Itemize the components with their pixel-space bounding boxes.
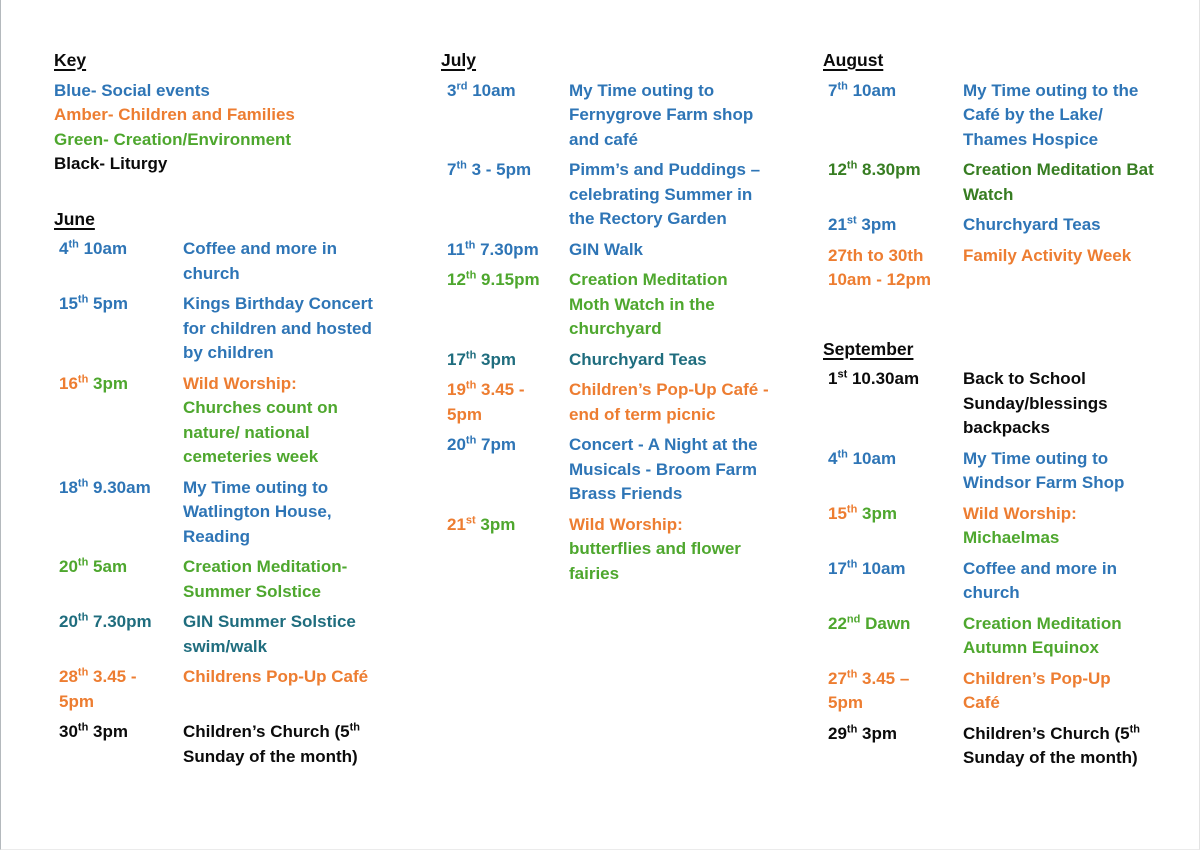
text-run: Michaelmas bbox=[963, 528, 1060, 547]
event-description bbox=[569, 79, 771, 153]
text-run: Children’s Pop-Up bbox=[963, 668, 1111, 688]
event-date bbox=[441, 268, 569, 342]
key-entry: Blue- Social events bbox=[54, 80, 210, 100]
event-date bbox=[823, 722, 963, 771]
event-row bbox=[54, 610, 390, 659]
text-run: 3pm bbox=[475, 514, 516, 534]
text-run: 28 bbox=[59, 667, 78, 686]
event-date bbox=[823, 447, 963, 496]
event-date bbox=[54, 372, 183, 470]
right-column bbox=[823, 48, 1173, 777]
july-events bbox=[441, 79, 777, 587]
event-date bbox=[823, 667, 963, 716]
text-run: 18 bbox=[59, 477, 78, 497]
text-run: 10am bbox=[847, 80, 897, 100]
event-description bbox=[569, 433, 771, 507]
event-description bbox=[963, 367, 1160, 441]
event-description bbox=[963, 244, 1160, 293]
ordinal-suffix: th bbox=[837, 447, 848, 460]
month-section-june bbox=[54, 207, 390, 770]
event-row bbox=[823, 447, 1173, 496]
event-row bbox=[441, 238, 777, 263]
ordinal-suffix: th bbox=[464, 238, 476, 251]
event-date bbox=[441, 79, 569, 153]
text-run: 3pm bbox=[88, 722, 128, 741]
event-date bbox=[823, 213, 963, 238]
event-row bbox=[54, 665, 390, 714]
key-entry: Amber- Children and Families bbox=[54, 105, 295, 124]
text-run: Back to School Sunday/blessings backpacks bbox=[963, 369, 1108, 437]
event-row bbox=[823, 79, 1173, 153]
text-run: 20 bbox=[447, 435, 466, 454]
text-run: 17 bbox=[447, 349, 466, 369]
event-date bbox=[441, 433, 569, 507]
text-run: 20 bbox=[59, 612, 78, 631]
ordinal-suffix: th bbox=[77, 293, 89, 306]
event-date bbox=[823, 367, 963, 441]
middle-column bbox=[441, 48, 777, 592]
text-run: 29 bbox=[828, 723, 847, 743]
ordinal-suffix: th bbox=[77, 721, 89, 734]
ordinal-suffix: th bbox=[77, 372, 89, 385]
august-events bbox=[823, 79, 1173, 293]
event-date bbox=[441, 238, 569, 263]
ordinal-suffix: st bbox=[837, 368, 848, 381]
text-run: Sunday of the month) bbox=[963, 748, 1138, 767]
text-run: Wild Worship: bbox=[963, 503, 1077, 523]
event-row bbox=[441, 158, 777, 232]
ordinal-suffix: th bbox=[465, 348, 477, 361]
event-description bbox=[569, 378, 771, 427]
event-description bbox=[963, 502, 1160, 551]
event-description bbox=[183, 665, 384, 714]
text-run: 3.45 - bbox=[476, 380, 525, 399]
text-run: Creation Meditation Autumn Equinox bbox=[963, 613, 1122, 657]
event-description bbox=[569, 238, 771, 263]
text-run: Wild Worship: bbox=[183, 373, 297, 393]
ordinal-suffix: st bbox=[846, 214, 857, 227]
ordinal-suffix: th bbox=[68, 238, 79, 251]
event-date bbox=[441, 513, 569, 587]
text-run: Churchyard Teas bbox=[569, 349, 707, 369]
event-description bbox=[569, 348, 771, 373]
text-run: 4 bbox=[828, 448, 838, 468]
text-run: 5am bbox=[88, 557, 128, 576]
event-date bbox=[823, 158, 963, 207]
event-row bbox=[823, 213, 1173, 238]
text-run: Churches count on nature/ national cemeteries week bbox=[183, 398, 338, 466]
event-date bbox=[823, 612, 963, 661]
text-run: butterflies and flower fairies bbox=[569, 539, 741, 583]
ordinal-suffix: th bbox=[846, 722, 858, 735]
text-run: 3pm bbox=[857, 723, 897, 743]
text-run: 3.45 – bbox=[857, 668, 910, 688]
text-run: 21 bbox=[828, 215, 847, 234]
text-run: 9.30am bbox=[88, 477, 151, 497]
event-date bbox=[441, 348, 569, 373]
ordinal-suffix: th bbox=[465, 379, 477, 392]
key-entry: Green- Creation/Environment bbox=[54, 129, 292, 149]
ordinal-suffix: th bbox=[77, 666, 89, 679]
text-run: 5pm bbox=[828, 693, 863, 712]
text-run: 4 bbox=[59, 239, 69, 258]
event-row bbox=[54, 237, 390, 286]
text-run: Children’s Pop-Up Café - end of term picnic bbox=[569, 380, 769, 424]
event-date bbox=[54, 237, 183, 286]
text-run: 21 bbox=[447, 514, 466, 534]
key-entries bbox=[54, 79, 390, 177]
event-row bbox=[54, 292, 390, 366]
text-run: 15 bbox=[828, 503, 847, 523]
event-row bbox=[823, 502, 1173, 551]
text-run: My Time outing to Windsor Farm Shop bbox=[963, 448, 1125, 492]
ordinal-suffix: th bbox=[846, 159, 858, 172]
text-run: 3pm bbox=[856, 215, 897, 234]
text-run: 1 bbox=[828, 369, 838, 388]
event-description bbox=[569, 513, 771, 587]
ordinal-suffix: th bbox=[349, 721, 360, 734]
month-section-august bbox=[823, 48, 1173, 293]
event-date bbox=[823, 557, 963, 606]
august-heading: August bbox=[823, 50, 884, 70]
event-row bbox=[823, 367, 1173, 441]
event-description bbox=[183, 476, 384, 550]
event-date bbox=[441, 158, 569, 232]
text-run: 16 bbox=[59, 373, 78, 393]
text-run: 15 bbox=[59, 294, 78, 313]
event-date bbox=[823, 79, 963, 153]
text-run: 12 bbox=[447, 270, 466, 289]
ordinal-suffix: th bbox=[77, 476, 89, 489]
text-run: 7 bbox=[828, 80, 838, 100]
ordinal-suffix: th bbox=[1129, 722, 1140, 735]
event-description bbox=[183, 610, 384, 659]
event-description bbox=[183, 555, 384, 604]
event-description bbox=[569, 268, 771, 342]
ordinal-suffix: th bbox=[465, 269, 477, 282]
text-run: 3 - 5pm bbox=[466, 160, 532, 179]
event-row bbox=[823, 557, 1173, 606]
text-run: 3pm bbox=[88, 373, 128, 393]
text-run: Churchyard Teas bbox=[963, 215, 1101, 234]
text-run: 12 bbox=[828, 160, 847, 179]
event-description bbox=[963, 447, 1160, 496]
event-row bbox=[823, 244, 1173, 293]
ordinal-suffix: st bbox=[465, 513, 476, 526]
text-run: Children’s Church (5 bbox=[183, 722, 350, 741]
september-events bbox=[823, 367, 1173, 771]
ordinal-suffix: th bbox=[456, 159, 467, 172]
event-description bbox=[569, 158, 771, 232]
month-section-september bbox=[823, 337, 1173, 771]
event-date bbox=[823, 502, 963, 551]
key-heading: Key bbox=[54, 50, 87, 70]
event-description bbox=[963, 722, 1160, 771]
event-description bbox=[963, 158, 1160, 207]
text-run: 10am bbox=[467, 80, 516, 100]
event-row bbox=[823, 158, 1173, 207]
event-description bbox=[963, 79, 1160, 153]
text-run: 19 bbox=[447, 380, 466, 399]
event-description bbox=[183, 720, 384, 769]
event-row bbox=[441, 79, 777, 153]
september-heading: September bbox=[823, 338, 914, 359]
text-run: 7.30pm bbox=[475, 239, 539, 259]
event-date bbox=[54, 610, 183, 659]
key-section bbox=[54, 48, 390, 177]
text-run: 3pm bbox=[476, 349, 516, 369]
july-heading: July bbox=[441, 50, 477, 70]
event-row bbox=[823, 612, 1173, 661]
text-run: 22 bbox=[828, 613, 847, 633]
text-run: Concert - A Night at the Musicals - Broom Farm Brass Friends bbox=[569, 435, 758, 503]
text-run: GIN Summer Solstice swim/walk bbox=[183, 612, 356, 656]
event-row bbox=[823, 667, 1173, 716]
text-run: Wild Worship: bbox=[569, 514, 683, 534]
month-section-july bbox=[441, 48, 777, 586]
event-row bbox=[54, 720, 390, 769]
text-run: Dawn bbox=[860, 613, 911, 633]
event-description bbox=[183, 372, 384, 470]
text-run: Creation Meditation Moth Watch in the churchyard bbox=[569, 270, 728, 338]
event-date bbox=[441, 378, 569, 427]
text-run: 20 bbox=[59, 557, 78, 576]
text-run: Creation Meditation- Summer Solstice bbox=[183, 557, 348, 601]
text-run: Creation Meditation Bat Watch bbox=[963, 160, 1154, 204]
text-run: 5pm bbox=[447, 404, 482, 424]
event-row bbox=[54, 372, 390, 470]
event-description bbox=[963, 557, 1160, 606]
text-run: 5pm bbox=[88, 294, 128, 313]
event-row bbox=[823, 722, 1173, 771]
june-events bbox=[54, 237, 390, 769]
ordinal-suffix: th bbox=[846, 502, 858, 515]
text-run: 9.15pm bbox=[476, 270, 540, 289]
text-run: 8.30pm bbox=[857, 160, 921, 179]
event-row bbox=[441, 513, 777, 587]
text-run: My Time outing to the Café by the Lake/ Thames Hospice bbox=[963, 80, 1139, 149]
ordinal-suffix: th bbox=[846, 557, 858, 570]
text-run: 10am bbox=[857, 558, 906, 578]
event-description bbox=[963, 213, 1160, 238]
text-run: Children’s Church (5 bbox=[963, 723, 1130, 743]
text-run: 3.45 - bbox=[88, 667, 137, 686]
event-date bbox=[54, 292, 183, 366]
text-run: 7.30pm bbox=[88, 612, 152, 631]
text-run: My Time outing to Watlington House, Reading bbox=[183, 477, 332, 546]
text-run: 30 bbox=[59, 722, 78, 741]
event-description bbox=[183, 237, 384, 286]
event-date bbox=[54, 555, 183, 604]
june-heading: June bbox=[54, 208, 95, 229]
text-run: 27th to 30th bbox=[828, 245, 924, 265]
event-date bbox=[54, 665, 183, 714]
text-run: 17 bbox=[828, 558, 847, 578]
text-run: 10am bbox=[78, 239, 128, 258]
left-column bbox=[54, 48, 390, 775]
event-row bbox=[441, 433, 777, 507]
text-run: My Time outing to Fernygrove Farm shop and café bbox=[569, 80, 754, 149]
event-description bbox=[963, 612, 1160, 661]
text-run: 27 bbox=[828, 668, 847, 688]
event-date bbox=[54, 720, 183, 769]
text-run: Coffee and more in church bbox=[183, 239, 337, 283]
text-run: Kings Birthday Concert for children and hosted by children bbox=[183, 294, 373, 362]
event-description bbox=[183, 292, 384, 366]
key-entry: Black- Liturgy bbox=[54, 154, 168, 173]
event-row bbox=[441, 378, 777, 427]
text-run: 7pm bbox=[476, 435, 516, 454]
ordinal-suffix: nd bbox=[846, 612, 861, 625]
text-run: Family Activity Week bbox=[963, 245, 1132, 265]
text-run: Childrens Pop-Up Café bbox=[183, 667, 369, 686]
text-run: Pimm’s and Puddings – celebrating Summer in the Rectory Garden bbox=[569, 160, 761, 228]
event-description bbox=[963, 667, 1160, 716]
ordinal-suffix: rd bbox=[456, 79, 468, 92]
text-run: Coffee and more in church bbox=[963, 558, 1117, 602]
text-run: 5pm bbox=[59, 691, 94, 711]
text-run: 10am bbox=[847, 448, 897, 468]
ordinal-suffix: th bbox=[77, 556, 89, 569]
ordinal-suffix: th bbox=[77, 611, 89, 624]
text-run: Café bbox=[963, 693, 1000, 712]
ordinal-suffix: th bbox=[465, 434, 477, 447]
text-run: 3pm bbox=[857, 503, 897, 523]
ordinal-suffix: th bbox=[846, 667, 858, 680]
text-run: GIN Walk bbox=[569, 239, 643, 259]
text-run: Sunday of the month) bbox=[183, 746, 358, 766]
event-row bbox=[54, 476, 390, 550]
text-run: 10.30am bbox=[847, 369, 920, 388]
text-run: 3 bbox=[447, 80, 457, 100]
event-row bbox=[441, 348, 777, 373]
event-date bbox=[54, 476, 183, 550]
event-date bbox=[823, 244, 963, 293]
text-run: 11 bbox=[447, 239, 465, 259]
event-row bbox=[54, 555, 390, 604]
event-row bbox=[441, 268, 777, 342]
ordinal-suffix: th bbox=[837, 79, 848, 92]
text-run: 7 bbox=[447, 160, 457, 179]
text-run: 10am - 12pm bbox=[828, 270, 931, 289]
